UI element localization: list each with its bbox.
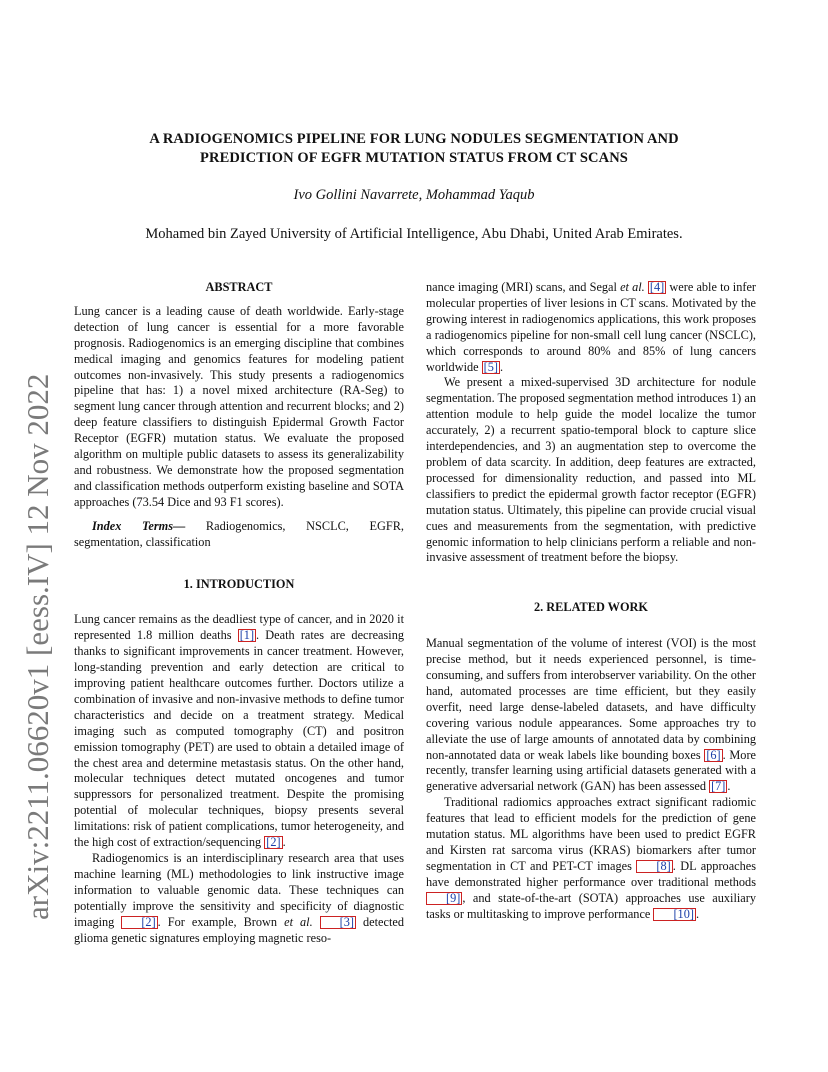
- text-run: . DL approaches have demonstrated higher performance over traditional methods: [426, 858, 756, 889]
- index-terms-label: Index Terms—: [92, 518, 186, 533]
- related-paragraph-1: [426, 636, 756, 795]
- citation-link[interactable]: [5]: [483, 359, 499, 374]
- text-run: nance imaging (MRI) scans, and Segal: [426, 280, 621, 294]
- text-run: Lung cancer remains as the deadliest type of cancer, and in 2020 it represented 1.8 million deaths: [74, 612, 404, 643]
- author-list: Ivo Gollini Navarrete, Mohammad Yaqub: [293, 187, 535, 203]
- title-line-2: PREDICTION OF EGFR MUTATION STATUS FROM CT SCANS: [200, 150, 628, 166]
- text-run: .: [695, 906, 700, 921]
- text-run: were able to infer molecular properties of liver lesions in CT scans. Motivated by the growing interest in radiogenomics applications, this work proposes a radiogenomics pipeline for non-small cell lung cancer (NSCLC), which corresponds to around 80% and 85% of lung cancers worldwide: [426, 280, 756, 374]
- citation-link[interactable]: [9]: [426, 892, 462, 905]
- text-run: Manual segmentation of the volume of interest (VOI) is the most precise method, but it needs experienced personnel, is time-consuming, and suffers from interobserver variability. On the other hand, automated processes are time efficient, but they easily overfit, need large dense-labeled datasets, and have difficulty covering various nodule appearances. Some approaches try to alleviate the use of large amounts of annotated data by combining non-annotated data or weak labels like bounding boxes: [426, 636, 756, 762]
- text-run: . For example, Brown: [157, 914, 285, 929]
- citation-link[interactable]: [4]: [649, 280, 665, 294]
- citation-link[interactable]: [8]: [636, 860, 672, 873]
- affiliation: Mohamed bin Zayed University of Artificial Intelligence, Abu Dhabi, United Arab Emirates.: [145, 226, 683, 242]
- abstract-text: Lung cancer is a leading cause of death worldwide. Early-stage detection of lung cancer is essential for a more favorable prognosis. Radiogenomics is an emerging discipline that combines medical imaging and genomics features for modeling patient outcomes non-invasively. This study presents a radiogenomics pipeline that has: 1) a novel mixed architecture (RA-Seg) to segment lung cancer through attention and recurrent blocks; and 2) deep feature classifiers to distinguish Epidermal Growth Factor Receptor (EGFR) mutation status. We evaluate the proposed algorithm on multiple public datasets to assess its generalizability and robustness. We demonstrate how the proposed segmentation and classification methods outperform existing baseline and SOTA approaches (73.54 Dice and 93 F1 scores).: [74, 303, 404, 509]
- text-run: .: [727, 779, 731, 794]
- et-al-text: et al.: [620, 280, 645, 294]
- text-run: . More recently, transfer learning using artificial datasets generated with a generative adversarial network (GAN) has been assessed: [426, 747, 756, 794]
- intro-paragraph-3: [426, 280, 756, 375]
- citation-link[interactable]: [2]: [266, 835, 281, 850]
- index-terms-text: Radiogenomics, NSCLC, EGFR, segmentation, classification: [74, 518, 404, 549]
- left-column: [74, 280, 404, 946]
- arxiv-identifier-stamp: arXiv:2211.06620v1 [eess.IV] 12 Nov 2022: [20, 373, 55, 920]
- text-run: [313, 915, 320, 929]
- citation-link[interactable]: [2]: [121, 916, 157, 929]
- text-run: detected glioma genetic signatures employing magnetic reso-: [74, 914, 404, 945]
- introduction-heading: 1. INTRODUCTION: [183, 576, 295, 591]
- citation-link[interactable]: [10]: [653, 908, 696, 921]
- citation-link[interactable]: [6]: [706, 747, 721, 762]
- intro-paragraph-1: [74, 612, 404, 851]
- index-terms: [74, 519, 404, 551]
- citation-link[interactable]: [7]: [711, 779, 726, 794]
- text-run: .: [500, 359, 504, 374]
- right-column: [426, 280, 756, 923]
- text-run: Traditional radiomics approaches extract significant radiomic features that lead to efficient models for the prediction of gene mutation status. ML algorithms have been used to predict EGFR and Kirsten rat sarcoma virus (KRAS) biomarkers after tumor segmentation in CT and PET-CT images: [426, 795, 756, 873]
- text-run: Radiogenomics is an interdisciplinary research area that uses machine learning (ML) methodologies to link instructive image information to valuable genomic data. These techniques can potentially improve the sensitivity and specificity of diagnostic imaging: [74, 851, 404, 929]
- related-paragraph-2: [426, 795, 756, 922]
- abstract-heading: ABSTRACT: [205, 280, 273, 294]
- citation-link[interactable]: [1]: [239, 628, 255, 643]
- text-run: , and state-of-the-art (SOTA) approaches use auxiliary tasks or multitasking to improve performance: [426, 890, 756, 921]
- intro-paragraph-2: [74, 851, 404, 946]
- related-work-heading: 2. RELATED WORK: [534, 600, 648, 615]
- intro-paragraph-4: We present a mixed-supervised 3D architecture for nodule segmentation. The proposed segmentation method introduces 1) an attention module to help guide the model localize the tumor accurately, 2) a recurrent spatio-temporal block to capture slice interdependencies, and 3) an augmentation step to overcome the problem of data scarcity. In addition, deep features are extracted, processed for dimensionality reduction, and passed into ML classifiers to predict the epidermal growth factor receptor (EGFR) mutation status. Ultimately, this pipeline can provide crucial visual cues and measurements from the segmentation, with predictive genomic information to help clinicians perform a reliable and non-invasive assessment of treatment before the biopsy.: [426, 375, 756, 565]
- text-run: .: [282, 835, 286, 850]
- title-line-1: A RADIOGENOMICS PIPELINE FOR LUNG NODULES SEGMENTATION AND: [149, 131, 679, 147]
- et-al-text: et al.: [284, 914, 313, 929]
- citation-link[interactable]: [3]: [320, 916, 356, 929]
- paper-title: [60, 130, 768, 168]
- text-run: . Death rates are decreasing thanks to significant improvements in cancer treatment. However, long-standing prevention and early detection are critical to improving patient healthcare outcomes further. Doctors utilize a combination of invasive and non-invasive methods to define tumor characteristics and decide on a treatment strategy. Medical imaging such as computed tomography (CT) and positron emission tomography (PET) are used to obtain a detailed image of the chest area and determine metastasis status. On the other hand, molecular techniques detect mutated oncogenes and tumor suppressors for personalized treatment. Despite the promising potential of molecular techniques, biopsy presents several limitations: risk of patient complications, tumor heterogeneity, and the high cost of extraction/sequencing: [74, 628, 404, 850]
